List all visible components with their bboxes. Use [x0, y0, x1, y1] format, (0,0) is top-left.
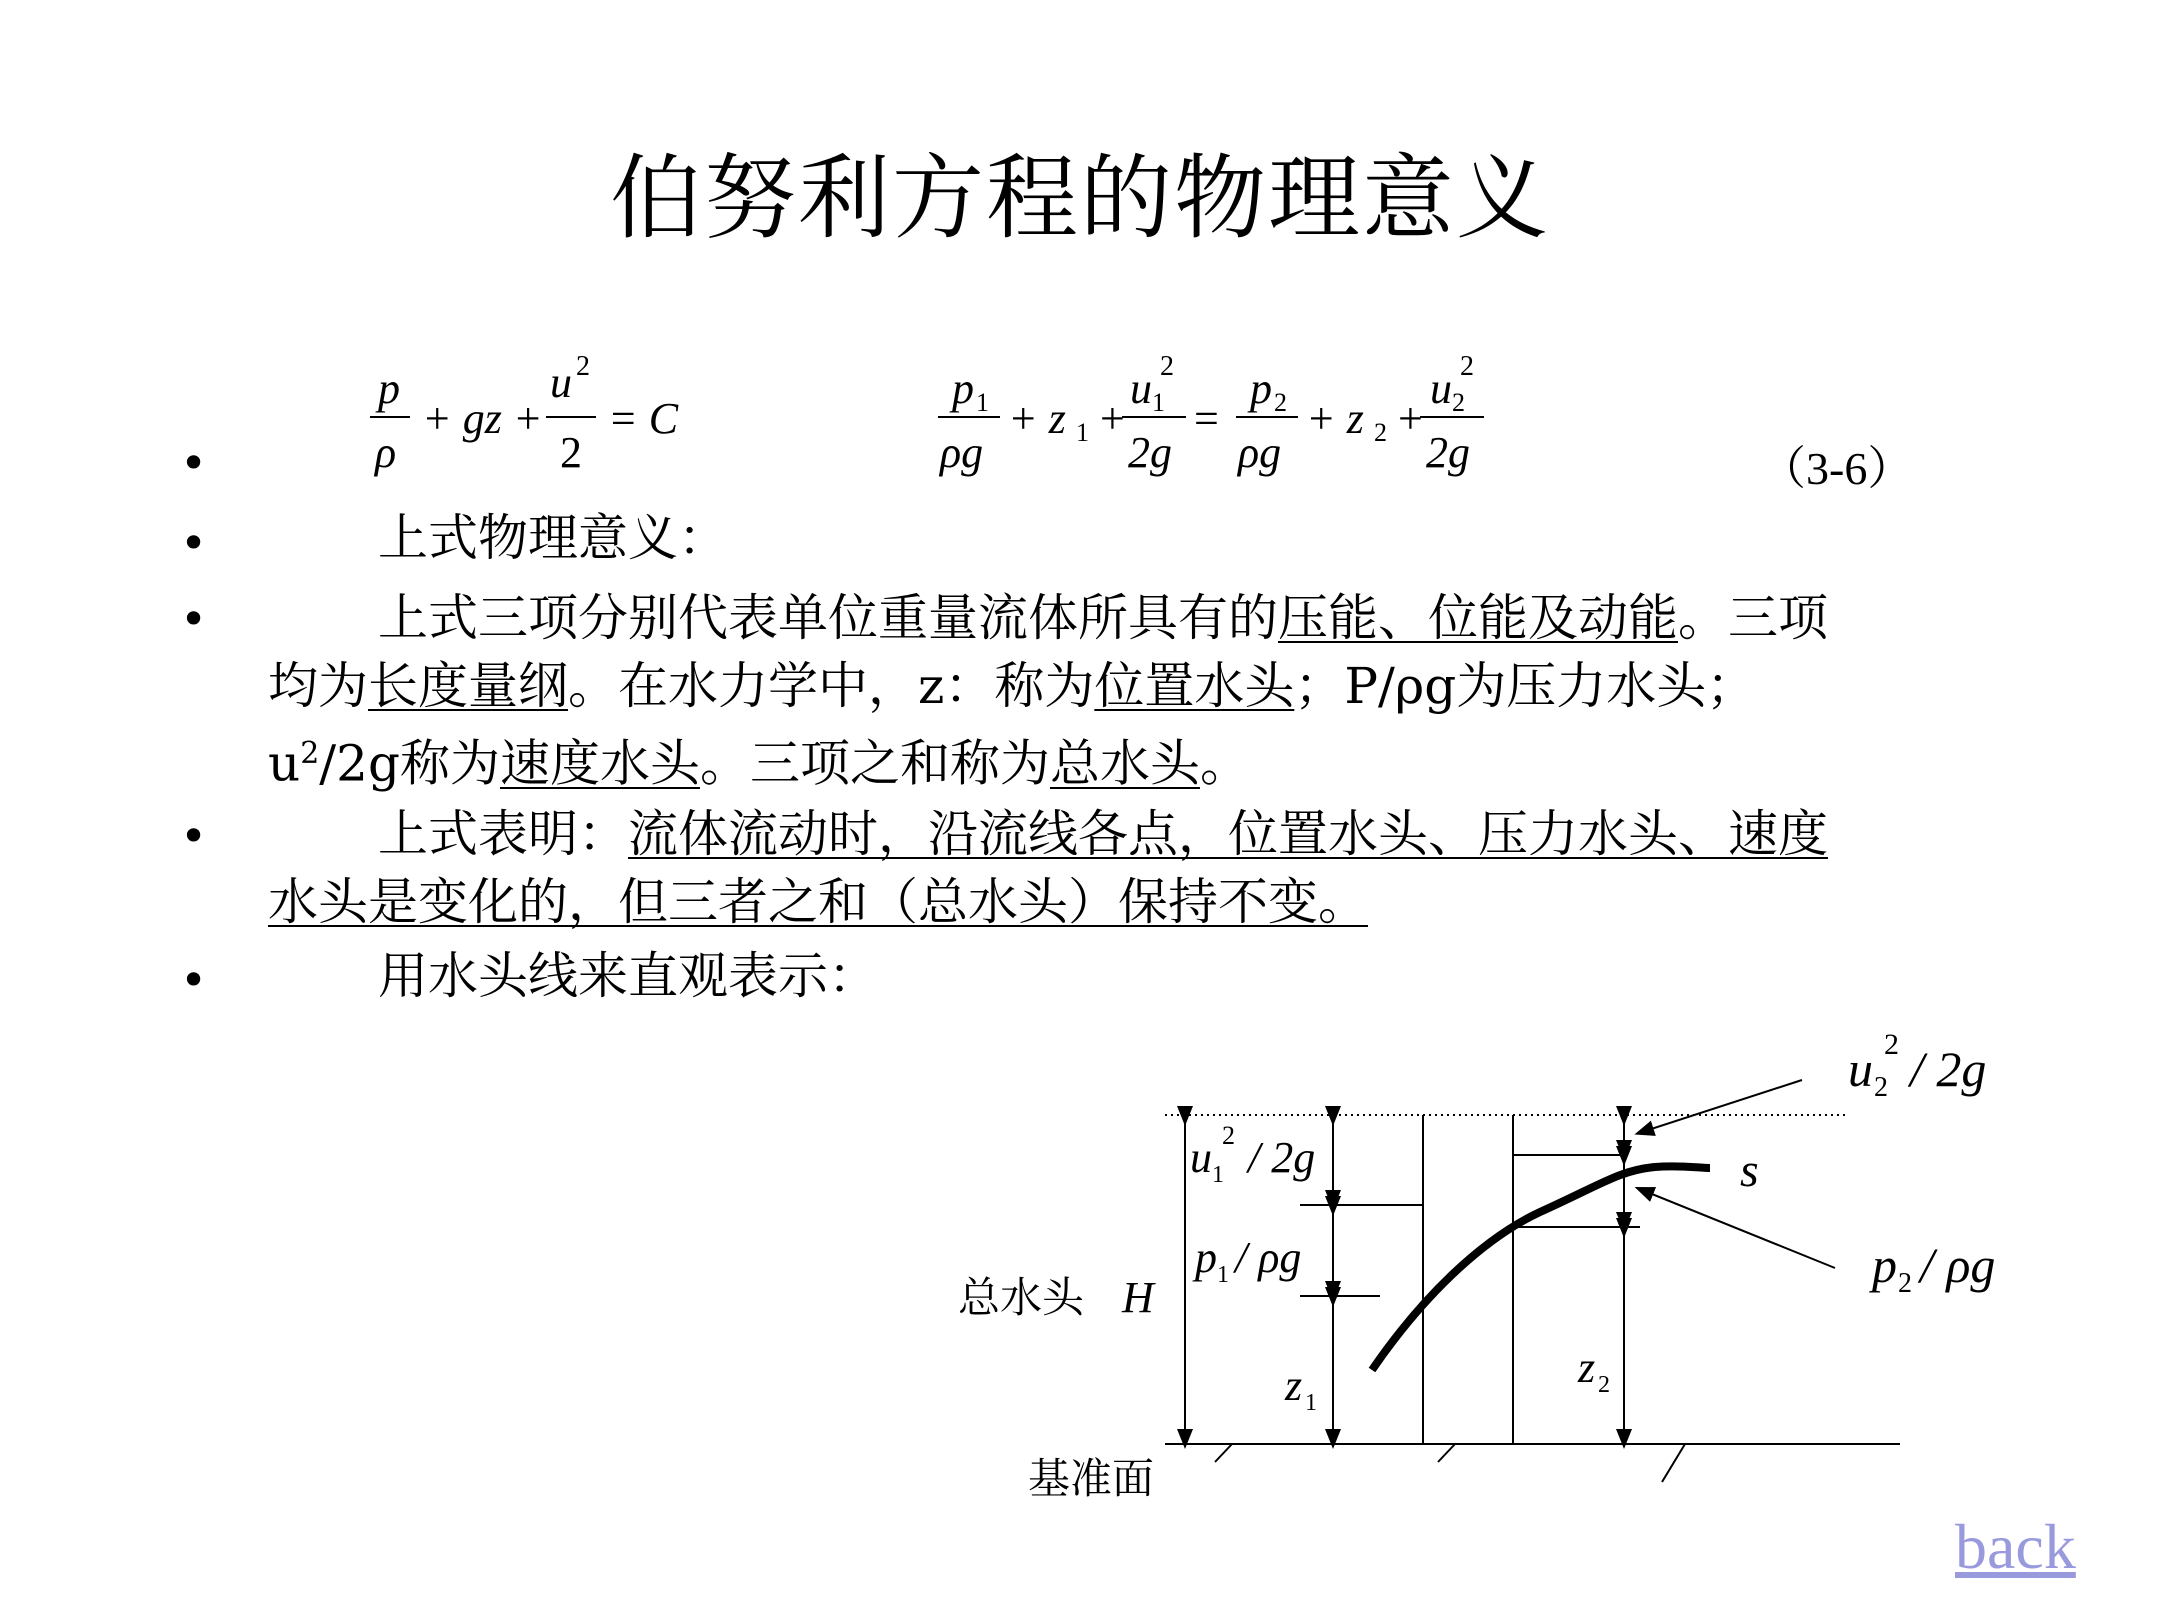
svg-text:2: 2: [1274, 388, 1287, 417]
datum-label: 基准面: [1028, 1457, 1155, 1503]
svg-text:2: 2: [1160, 351, 1174, 382]
eq2-rhog1: ρg: [940, 428, 984, 477]
eq2-plus-z1: + z: [1008, 394, 1066, 443]
eq1-u: u: [550, 358, 572, 407]
svg-text:1: 1: [1217, 1262, 1229, 1288]
svg-text:u: u: [1190, 1133, 1212, 1182]
conclusion-underlined-2: 水头是变化的，但三者之和（总水头）保持不变。: [268, 873, 1368, 931]
eq2-p2: p: [1250, 364, 1272, 413]
eq2-2g1: 2g: [1128, 428, 1172, 477]
svg-text:+: +: [1100, 394, 1125, 443]
bernoulli-equations: [360, 345, 1960, 495]
svg-text:/ ρg: / ρg: [1920, 1237, 1996, 1293]
bullet-dot: •: [180, 436, 208, 490]
equation-head-form: [938, 351, 1484, 477]
eq2-u2: u: [1430, 364, 1452, 413]
back-link[interactable]: back: [1955, 1511, 2076, 1582]
eq2-rhog2: ρg: [1238, 428, 1282, 477]
eq1-square: 2: [576, 351, 590, 382]
eq1-two: 2: [560, 428, 582, 477]
svg-text:+: +: [1398, 394, 1423, 443]
streamline-s: [1372, 1166, 1710, 1370]
eq2-plus-z2: + z: [1306, 394, 1364, 443]
bullet-dot: •: [180, 516, 208, 570]
bullet-dot: •: [180, 953, 208, 1007]
svg-text:p: p: [1195, 1233, 1217, 1282]
streamline-label: s: [1740, 1144, 1759, 1197]
bullet-dot: •: [180, 592, 208, 646]
equation-energy-form: [370, 351, 679, 477]
svg-text:2: 2: [1898, 1268, 1912, 1299]
bullet-dot: •: [180, 809, 208, 863]
term-length-dimension: 长度量纲: [368, 657, 568, 715]
svg-text:2: 2: [1884, 1028, 1899, 1061]
term-total-head: 总水头: [1049, 734, 1200, 793]
conclusion-underlined-1: 流体流动时，沿流线各点，位置水头、压力水头、速度: [628, 805, 1828, 863]
svg-text:/ 2g: / 2g: [1910, 1041, 1987, 1097]
eq1-equals-c: = C: [608, 394, 679, 443]
svg-text:2: 2: [1452, 388, 1465, 417]
eq2-2g2: 2g: [1426, 428, 1470, 477]
svg-text:1: 1: [976, 388, 989, 417]
eq2-u1: u: [1130, 364, 1152, 413]
term-velocity-head: 速度水头: [499, 734, 700, 793]
total-head-label: 总水头: [958, 1276, 1085, 1322]
eq1-rho: ρ: [375, 428, 397, 477]
svg-text:2: 2: [1222, 1121, 1235, 1150]
svg-text:p: p: [1872, 1237, 1897, 1293]
svg-text:z: z: [1285, 1361, 1303, 1410]
slide-title: 伯努利方程的物理意义: [609, 145, 1550, 252]
svg-text:2: 2: [1598, 1372, 1610, 1398]
svg-text:/ 2g: / 2g: [1248, 1133, 1316, 1182]
eq2-equals: =: [1194, 394, 1219, 443]
eq1-p: p: [378, 364, 400, 413]
bullet-conclusion: 上式表明：流体流动时，沿流线各点，位置水头、压力水头、速度 水头是变化的，但三者之和（总水头）保持不变。: [268, 805, 1828, 931]
svg-text:2: 2: [1374, 418, 1387, 447]
svg-text:z: z: [1578, 1343, 1596, 1392]
eq2-p1: p: [952, 364, 974, 413]
svg-text:2: 2: [1874, 1072, 1888, 1103]
svg-text:H: H: [1122, 1273, 1154, 1322]
svg-text:1: 1: [1212, 1162, 1224, 1188]
term-energy-types: 压能、位能及动能: [1278, 589, 1678, 647]
svg-text:u: u: [1848, 1041, 1873, 1097]
svg-text:1: 1: [1152, 388, 1165, 417]
eq1-plus-gz: + gz +: [422, 394, 543, 443]
svg-text:1: 1: [1305, 1390, 1317, 1416]
bullet-three-terms: 上式三项分别代表单位重量流体所具有的压能、位能及动能。三项 均为长度量纲。在水力学中，z：称为位置水头；P/ρg为压力水头； $u^2/2g$称为速度水头。三项之和称为总水头。: [268, 589, 1828, 793]
svg-text:1: 1: [1076, 418, 1089, 447]
svg-text:/ ρg: / ρg: [1235, 1233, 1302, 1282]
bullet-meaning-heading: 上式物理意义：: [378, 509, 728, 567]
equation-number: （3-6）: [1760, 443, 1914, 494]
term-elevation-head: 位置水头: [1094, 657, 1295, 715]
bullet-head-line-intro: 用水头线来直观表示：: [378, 947, 878, 1005]
svg-text:2: 2: [1460, 351, 1474, 382]
